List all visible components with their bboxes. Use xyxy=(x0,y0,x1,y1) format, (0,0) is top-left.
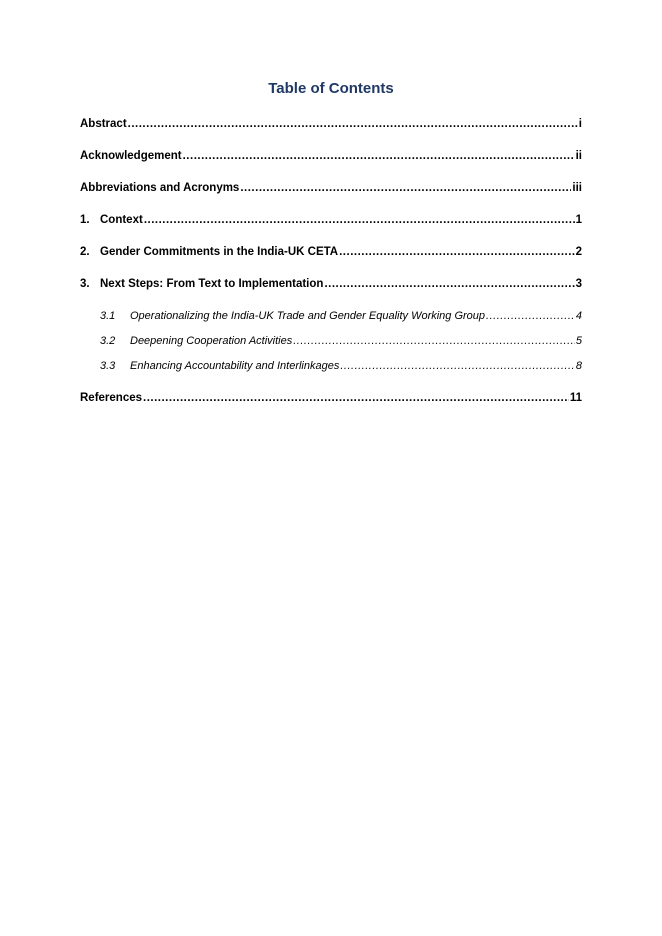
toc-entry-page: i xyxy=(578,118,582,130)
toc-entry-context[interactable] xyxy=(80,212,582,228)
toc-entry-number: 3.2 xyxy=(100,335,116,347)
toc-entry-references[interactable] xyxy=(80,390,582,406)
toc-dot-leader xyxy=(143,390,569,406)
toc-entry-page: ii xyxy=(575,150,582,162)
toc-entry-page: 4 xyxy=(575,310,582,322)
toc-entry-page: 8 xyxy=(575,360,582,372)
toc-entry-acknowledgement[interactable] xyxy=(80,148,582,164)
toc-title: Table of Contents xyxy=(268,80,394,97)
toc-entry-page: iii xyxy=(572,182,582,194)
toc-entry-number: 3.3 xyxy=(100,360,116,372)
toc-dot-leader xyxy=(128,116,578,132)
toc-entry-page: 5 xyxy=(575,335,582,347)
toc-entry-label: Deepening Cooperation Activities xyxy=(130,335,293,347)
toc-entry-page: 2 xyxy=(575,246,582,258)
toc-entry-label: Next Steps: From Text to Implementation xyxy=(100,278,324,290)
toc-dot-leader xyxy=(293,333,575,349)
toc-entry-label: Acknowledgement xyxy=(80,150,182,162)
toc-entry-number: 2. xyxy=(80,246,90,258)
toc-entry-label: Context xyxy=(100,214,143,226)
toc-dot-leader xyxy=(240,180,571,196)
toc-entry-deepening-cooperation[interactable] xyxy=(100,333,582,349)
toc-entry-label: References xyxy=(80,392,143,404)
toc-dot-leader xyxy=(183,148,575,164)
toc-dot-leader xyxy=(340,358,575,374)
toc-entry-gender-commitments[interactable] xyxy=(80,244,582,260)
toc-dot-leader xyxy=(339,244,574,260)
toc-entry-abbreviations[interactable] xyxy=(80,180,582,196)
toc-entry-page: 11 xyxy=(569,392,582,404)
toc-entry-next-steps[interactable] xyxy=(80,276,582,292)
toc-dot-leader xyxy=(324,276,574,292)
toc-entry-label: Abbreviations and Acronyms xyxy=(80,182,240,194)
toc-entry-label: Enhancing Accountability and Interlinkages xyxy=(130,360,340,372)
toc-entry-number: 1. xyxy=(80,214,90,226)
toc-entry-abstract[interactable] xyxy=(80,116,582,132)
toc-dot-leader xyxy=(144,212,575,228)
toc-entry-page: 1 xyxy=(575,214,582,226)
toc-entry-enhancing-accountability[interactable] xyxy=(100,358,582,374)
toc-entry-number: 3. xyxy=(80,278,90,290)
toc-entry-number: 3.1 xyxy=(100,310,116,322)
toc-dot-leader xyxy=(486,308,575,324)
toc-entry-label: Operationalizing the India-UK Trade and Gender Equality Working Group xyxy=(130,310,486,322)
toc-entry-operationalizing[interactable] xyxy=(100,308,582,324)
toc-entry-label: Gender Commitments in the India-UK CETA xyxy=(100,246,339,258)
toc-entry-label: Abstract xyxy=(80,118,127,130)
toc-entry-page: 3 xyxy=(575,278,582,290)
